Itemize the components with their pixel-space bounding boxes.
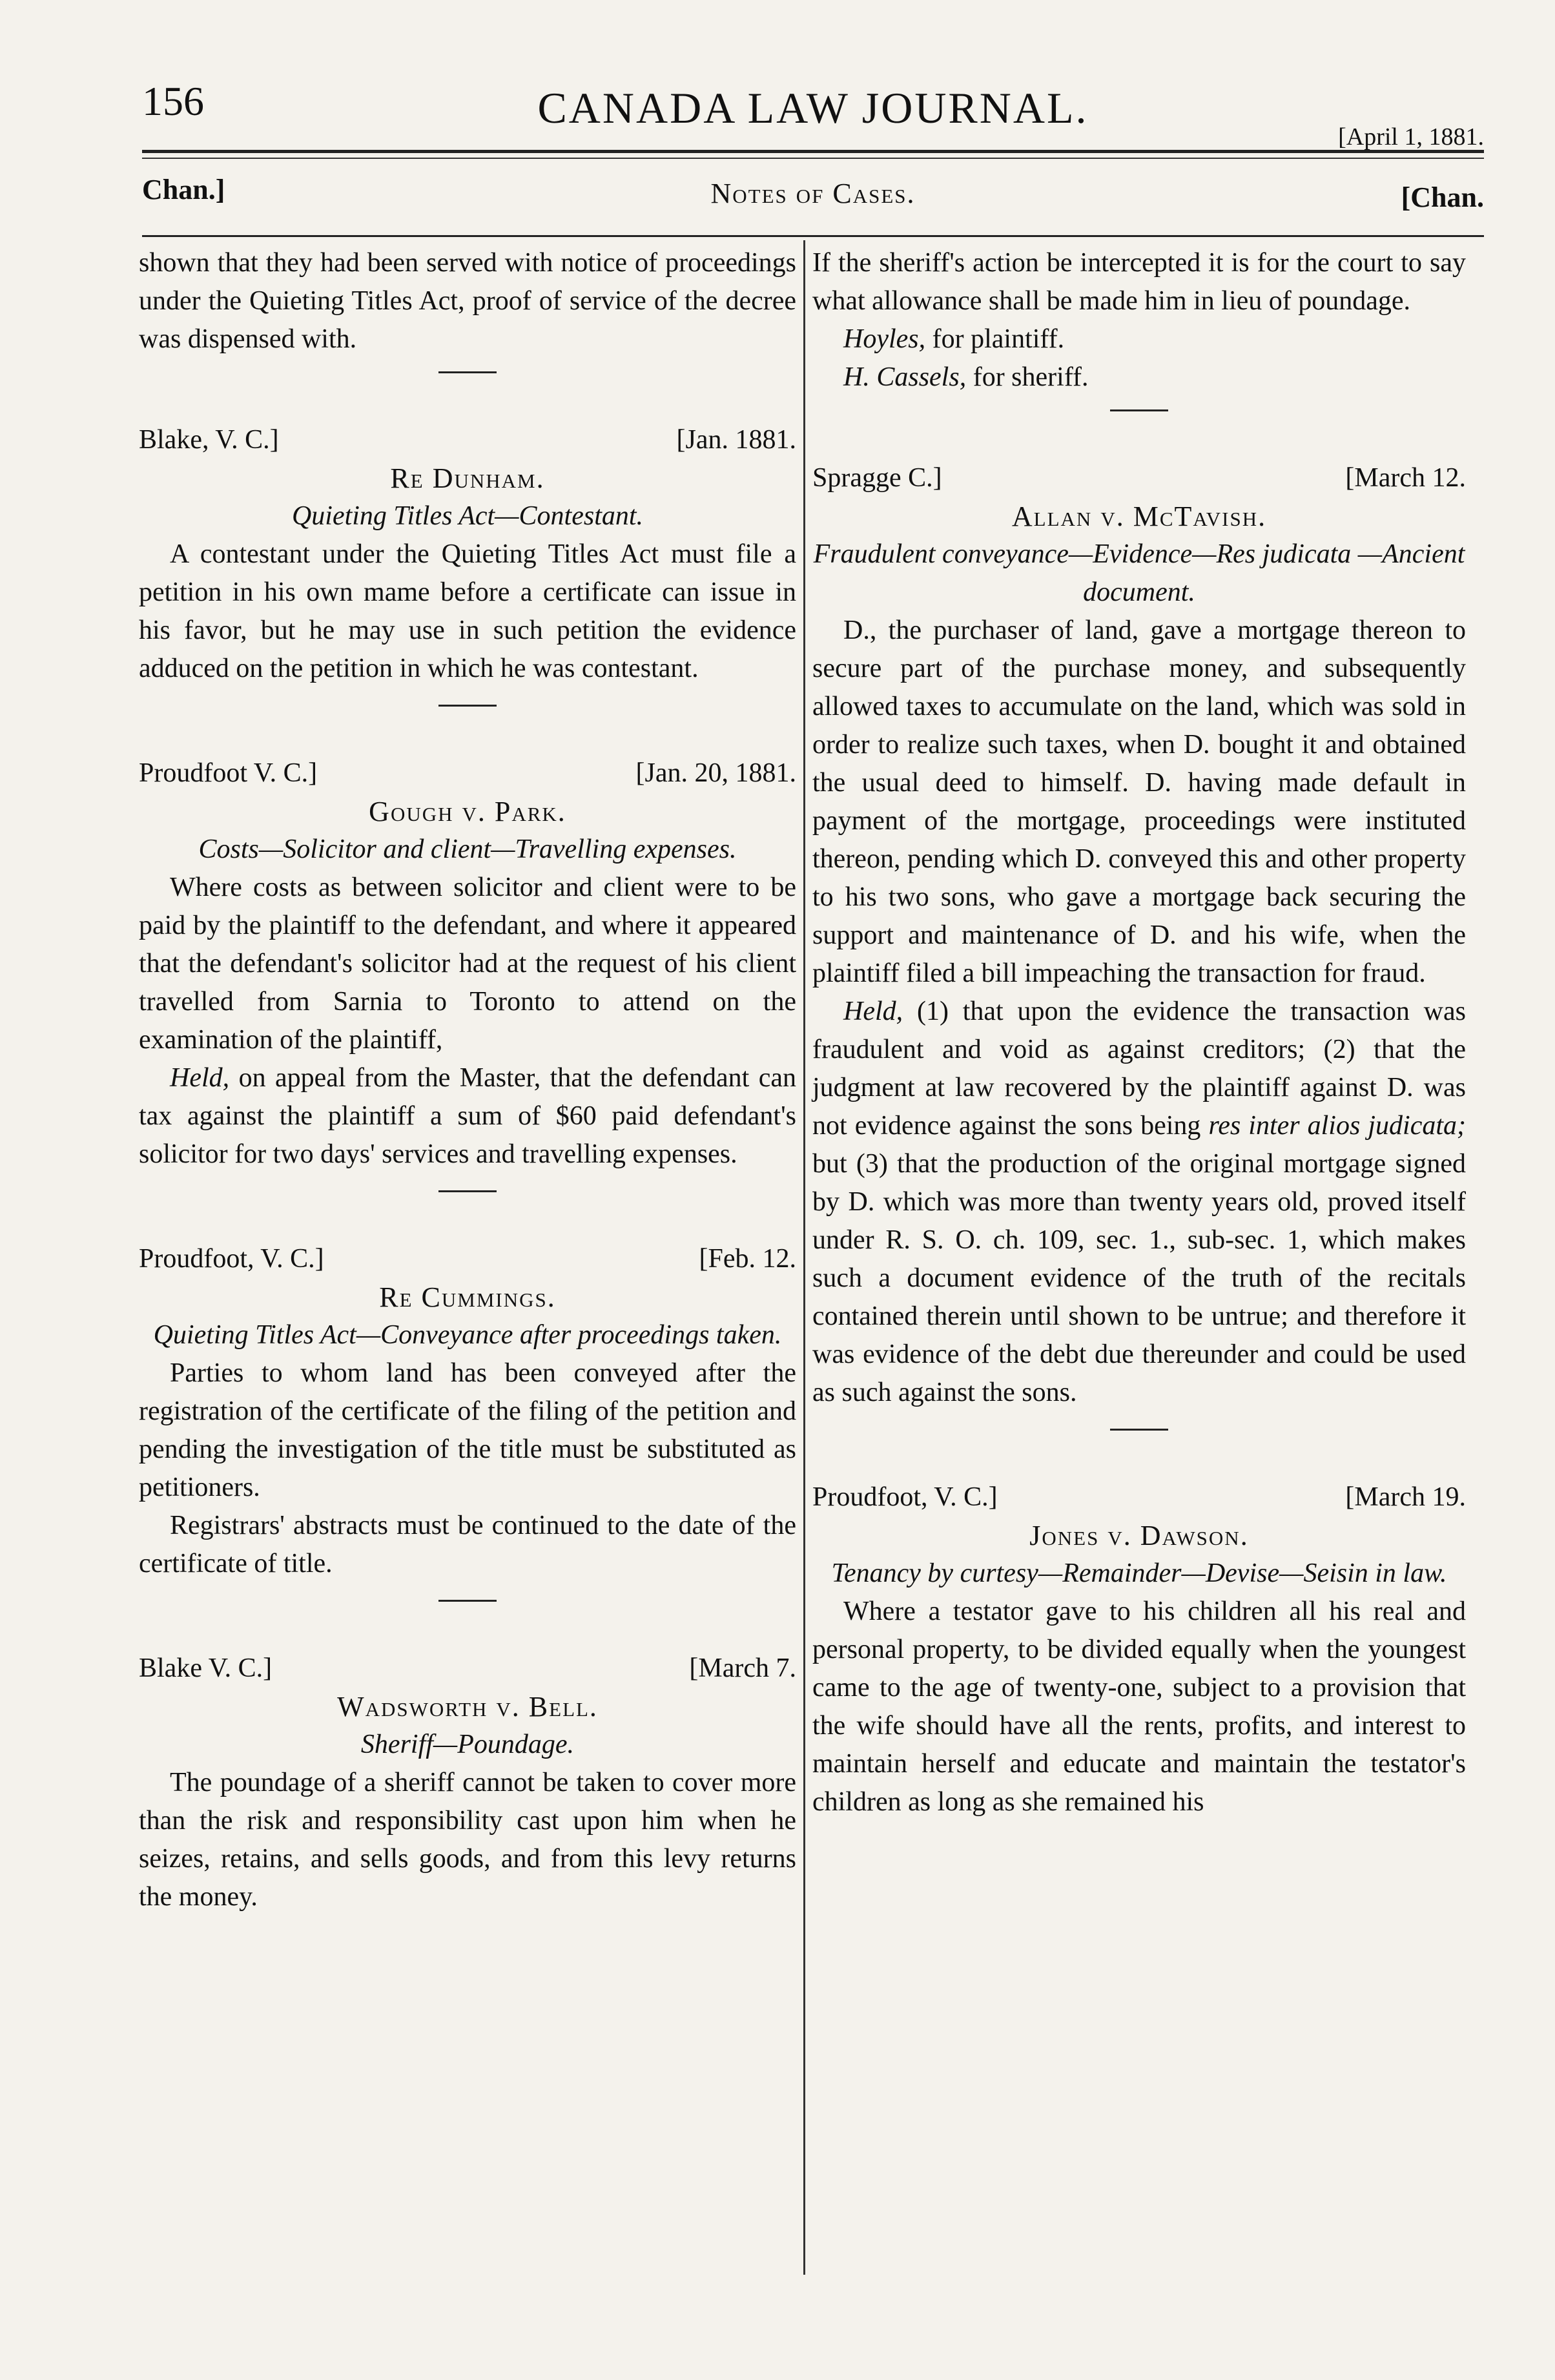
case-separator [1110, 1429, 1168, 1431]
case-separator [438, 1190, 497, 1192]
continued-text: shown that they had been served with notice of proceedings under the Quieting Titles Act, proof of service of the decree was dispensed with. [139, 248, 796, 354]
case-date: [Jan. 1881. [676, 425, 796, 455]
case-heading [139, 1650, 796, 1688]
case-subject: Quieting Titles Act—Conveyance after proceedings taken. [153, 1320, 782, 1350]
case-paragraph: Parties to whom land has been conveyed after the registration of the certificate of the filing of the petition and pending the investigation of the title must be substituted as petitioners. [139, 1358, 796, 1502]
case-date: [March 19. [1345, 1482, 1466, 1512]
case-judge: Spragge C.] [812, 463, 942, 493]
right-column [812, 244, 1466, 1821]
case-paragraph: Where a testator gave to his children all his real and personal property, to be divided equally when the youngest came to the age of twenty-one, subject to a provision that the wife should have all the rents, profits, and interest to maintain herself and educate and maintain the testator's children as long as she remained his [812, 1597, 1466, 1817]
case-separator [438, 705, 497, 707]
case-holding [812, 993, 1466, 1412]
counsel-line [812, 320, 1466, 358]
case-date: [March 12. [1345, 463, 1466, 493]
case-title: Re Cummings. [379, 1281, 556, 1313]
running-head-left: Chan.] [142, 174, 225, 205]
case-subject: Costs—Solicitor and client—Travelling expenses. [198, 834, 737, 864]
left-column [139, 244, 796, 1916]
case-title: Allan v. McTavish. [1011, 501, 1267, 532]
counsel-name: Hoyles, [843, 324, 926, 354]
held-text: on appeal from the Master, that the defendant can tax against the plaintiff a sum of $60 paid defendant's solicitor for two days' services and travelling expenses. [139, 1063, 796, 1169]
case-heading [139, 754, 796, 792]
case-paragraph: The poundage of a sheriff cannot be taken to cover more than the risk and responsibility cast upon him when he seizes, retains, and sells goods, and from this levy returns the money. [139, 1768, 796, 1912]
case-separator [438, 371, 497, 373]
running-head-rule [142, 235, 1484, 237]
case-title: Wadsworth v. Bell. [337, 1691, 598, 1723]
held-text: but (3) that the production of the original mortgage signed by D. which was more than twenty years old, proved itself under R. S. O. ch. 109, sec. 1., sub-sec. 1, which makes such a document evidence of the truth of the recitals contained therein until shown to be untrue; and therefore it was evidence of the debt due thereunder and could be used as such against the sons. [812, 1149, 1466, 1407]
case-re-cummings [139, 1240, 796, 1583]
case-jones-v-dawson [812, 1478, 1466, 1821]
header-rule-thin [142, 158, 1484, 159]
case-separator [438, 1600, 497, 1602]
case-paragraph: Registrars' abstracts must be continued to the date of the certificate of title. [139, 1511, 796, 1578]
case-judge: Proudfoot, V. C.] [812, 1482, 998, 1512]
page-header [142, 52, 1484, 149]
column-divider [803, 240, 805, 2275]
case-heading [812, 1478, 1466, 1516]
case-allan-v-mctavish [812, 459, 1466, 1412]
case-subject: Fraudulent conveyance—Evidence—Res judicata —Ancient document. [813, 539, 1465, 607]
header-rule-thick [142, 150, 1484, 153]
counsel-role: for sheriff. [966, 362, 1089, 392]
case-heading [139, 421, 796, 459]
case-holding [139, 1059, 796, 1174]
journal-title: CANADA LAW JOURNAL. [537, 83, 1089, 132]
held-italic-phrase: res inter alios judicata; [1208, 1111, 1466, 1141]
case-title: Jones v. Dawson. [1029, 1520, 1249, 1551]
case-separator [1110, 409, 1168, 411]
case-subject: Tenancy by curtesy—Remainder—Devise—Seisin in law. [831, 1558, 1447, 1588]
counsel-line [812, 358, 1466, 397]
case-title: Gough v. Park. [369, 796, 566, 827]
case-judge: Proudfoot V. C.] [139, 758, 318, 788]
case-subject: Quieting Titles Act—Contestant. [291, 501, 644, 531]
case-judge: Proudfoot, V. C.] [139, 1244, 324, 1274]
case-gough-v-park [139, 754, 796, 1174]
counsel-role: for plaintiff. [925, 324, 1065, 354]
case-title: Re Dunham. [390, 462, 545, 494]
held-text: (1) that upon the evidence the transaction was fraudulent and void as against creditors; (2) that the judgment at law recovered by the plaintiff against D. was not evidence against the sons being [812, 997, 1466, 1141]
case-paragraph: Where costs as between solicitor and client were to be paid by the plaintiff to the defendant, and where it appeared that the defendant's solicitor had at the request of his client travelled from Sarnia to Toronto to attend on the examination of the plaintiff, [139, 873, 796, 1055]
held-label: Held, [170, 1063, 230, 1093]
case-wadsworth-v-bell [139, 1650, 796, 1916]
case-paragraph: A contestant under the Quieting Titles Act must file a petition in his own mame before a certificate can issue in his favor, but he may use in such petition the evidence adduced on the petition in which he was contestant. [139, 539, 796, 683]
case-judge: Blake, V. C.] [139, 425, 279, 455]
running-head-center: Notes of Cases. [710, 178, 916, 209]
running-head-right: [Chan. [1401, 181, 1484, 213]
held-label: Held, [843, 997, 903, 1026]
issue-date: [April 1, 1881. [1338, 123, 1484, 150]
page-number: 156 [142, 78, 204, 124]
case-paragraph: D., the purchaser of land, gave a mortgage thereon to secure part of the purchase money, and subsequently allowed taxes to accumulate on the land, which was sold in order to realize such taxes, when D. bought it and obtained the usual deed to himself. D. having made default in payment of the mortgage, proceedings were instituted thereon, pending which D. conveyed this and other property to his two sons, who gave a mortgage back securing the support and maintenance of D. and his wife, when the plaintiff filed a bill impeaching the transaction for fraud. [812, 616, 1466, 988]
case-re-dunham [139, 421, 796, 688]
counsel-name: H. Cassels, [843, 362, 967, 392]
running-head [142, 173, 1484, 214]
case-heading [812, 459, 1466, 497]
case-date: [March 7. [689, 1653, 796, 1683]
continued-text: If the sheriff's action be intercepted it is for the court to say what allowance shall be made him in lieu of poundage. [812, 248, 1466, 316]
case-heading [139, 1240, 796, 1278]
case-judge: Blake V. C.] [139, 1653, 273, 1683]
case-date: [Feb. 12. [699, 1244, 796, 1274]
case-subject: Sheriff—Poundage. [360, 1730, 575, 1759]
case-date: [Jan. 20, 1881. [635, 758, 796, 788]
